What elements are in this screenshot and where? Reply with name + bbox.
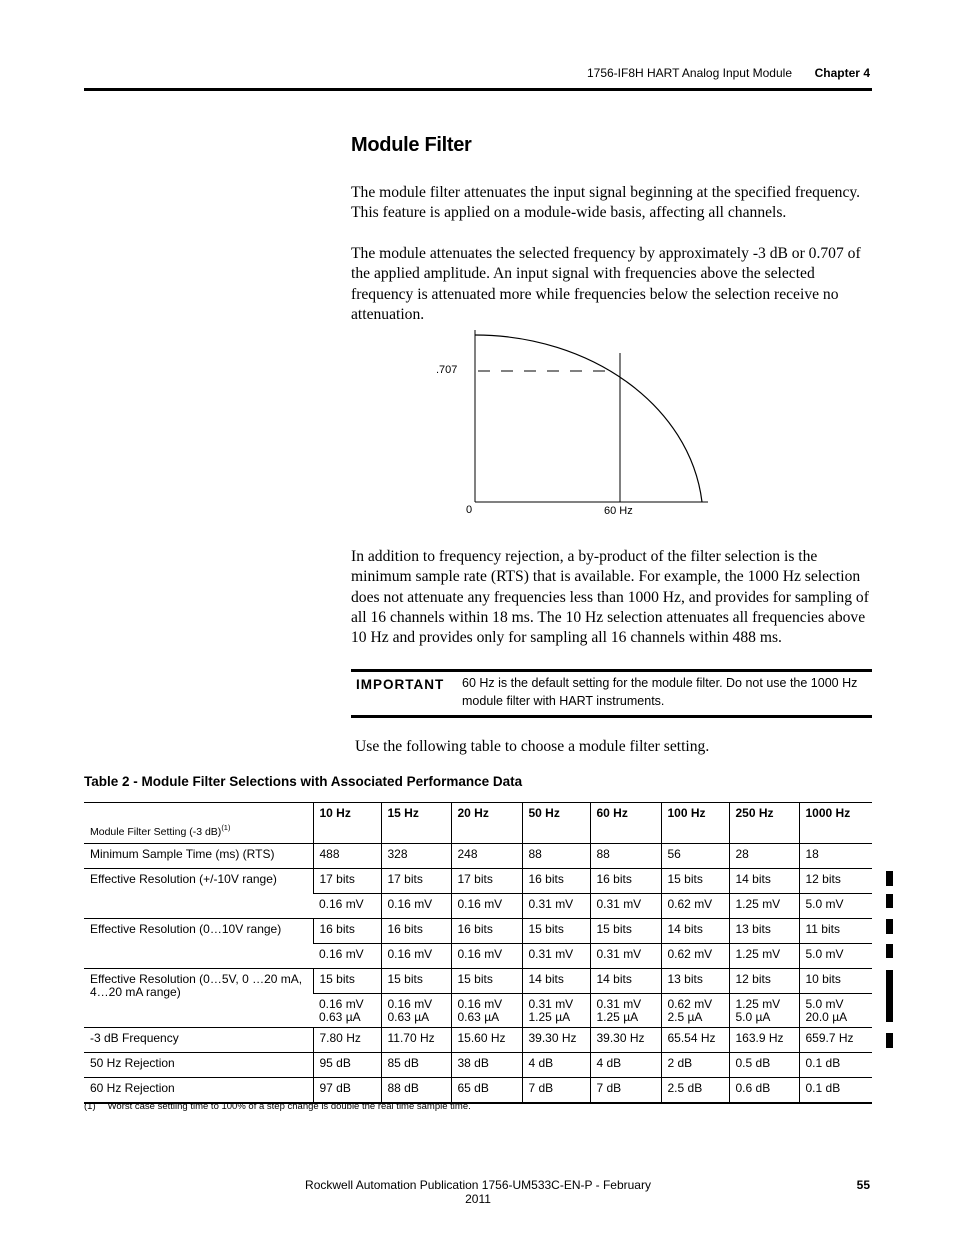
table-cell — [729, 869, 799, 894]
table-cell — [451, 894, 522, 919]
table-cell — [522, 1078, 590, 1104]
cell-value: 28 — [735, 847, 749, 861]
header-20hz: 20 Hz — [451, 803, 522, 844]
cell-value: 2 dB — [667, 1056, 693, 1070]
table-cell — [729, 844, 799, 869]
table-cell — [381, 894, 451, 919]
table-cell — [799, 1028, 872, 1053]
cell-value: 0.62 mV — [667, 997, 713, 1011]
page-number: 55 — [856, 1178, 870, 1192]
table-cell — [661, 969, 729, 994]
footnote-text: Worst case settling time to 100% of a step change is double the real time sample time. — [107, 1101, 471, 1112]
table-cell — [799, 994, 872, 1028]
row-label: Effective Resolution (+/-10V range) — [84, 869, 313, 919]
table-row — [84, 1053, 872, 1078]
header-250hz: 250 Hz — [729, 803, 799, 844]
cell-value: 2.5 dB — [667, 1081, 703, 1095]
cell-value: 659.7 Hz — [805, 1031, 854, 1045]
table-cell — [381, 869, 451, 894]
table-cell — [522, 919, 590, 944]
table-cell — [381, 1053, 451, 1078]
table-cell — [522, 1028, 590, 1053]
cell-value: 0.16 mV — [319, 947, 364, 961]
table-cell — [522, 944, 590, 969]
cell-value: 15 bits — [596, 922, 632, 936]
cell-value: 15 bits — [387, 972, 423, 986]
cell-value: 0.16 mV — [457, 997, 503, 1011]
table-cell — [313, 944, 381, 969]
table-cell — [661, 869, 729, 894]
table-cell — [590, 919, 661, 944]
header-60hz: 60 Hz — [590, 803, 661, 844]
cell-value: 4 dB — [528, 1056, 554, 1070]
cell-value: 0.31 mV — [596, 997, 642, 1011]
cell-value: 15 bits — [528, 922, 564, 936]
row-label: Minimum Sample Time (ms) (RTS) — [84, 844, 313, 869]
cell-value: 12 bits — [805, 872, 841, 886]
table-row — [84, 919, 872, 944]
cell-value: 97 dB — [319, 1081, 351, 1095]
cell-value: 17 bits — [319, 872, 355, 886]
cell-value: 1.25 mV — [735, 897, 781, 911]
table-cell — [381, 1028, 451, 1053]
cell-value: 14 bits — [667, 922, 703, 936]
cell-value: 0.31 mV — [528, 897, 574, 911]
table-caption: Table 2 - Module Filter Selections with Associated Performance Data — [84, 774, 523, 789]
cell-value: 20.0 µA — [805, 1010, 848, 1024]
change-bar — [886, 1033, 893, 1048]
table-cell — [661, 994, 729, 1028]
table-cell — [799, 894, 872, 919]
table-cell — [313, 1028, 381, 1053]
cell-value: 16 bits — [387, 922, 423, 936]
cell-value: 488 — [319, 847, 340, 861]
table-cell — [729, 894, 799, 919]
cell-value: 0.31 mV — [528, 997, 574, 1011]
table-row — [84, 869, 872, 894]
table-header-row — [84, 803, 872, 844]
table-cell — [799, 869, 872, 894]
table-footnote — [84, 1101, 471, 1112]
table-cell — [799, 1053, 872, 1078]
cell-value: 14 bits — [528, 972, 564, 986]
important-label: IMPORTANT — [356, 677, 445, 692]
cell-value: 0.16 mV — [387, 997, 433, 1011]
cell-value: 0.1 dB — [805, 1081, 841, 1095]
table-cell — [313, 1053, 381, 1078]
table-cell — [661, 919, 729, 944]
table-row — [84, 1078, 872, 1104]
table-cell — [381, 844, 451, 869]
cell-value: 163.9 Hz — [735, 1031, 784, 1045]
x-label-60hz: 60 Hz — [604, 505, 633, 517]
row-label: 50 Hz Rejection — [84, 1053, 313, 1078]
cell-value: 0.16 mV — [387, 897, 433, 911]
row-label: Effective Resolution (0…10V range) — [84, 919, 313, 969]
table-cell — [313, 1078, 381, 1104]
header-100hz: 100 Hz — [661, 803, 729, 844]
paragraph-2: The module attenuates the selected frequency by approximately -3 dB or 0.707 of the applied amplitude. An input signal with frequencies above the selected frequency is attenuated more while frequencies below the selection receive no attenuation. — [351, 245, 861, 323]
change-bar — [886, 919, 893, 934]
table-cell — [451, 994, 522, 1028]
footnote-ref: (1) — [221, 823, 231, 832]
cell-value: 85 dB — [387, 1056, 419, 1070]
cell-value: 88 dB — [387, 1081, 419, 1095]
row-label: 60 Hz Rejection — [84, 1078, 313, 1104]
table-cell — [590, 1028, 661, 1053]
cell-value: 1.25 mV — [735, 997, 781, 1011]
cell-value: 5.0 mV — [805, 897, 844, 911]
table-row — [84, 1028, 872, 1053]
cell-value: 11.70 Hz — [387, 1031, 435, 1045]
table-cell — [661, 1078, 729, 1104]
cell-value: 14 bits — [735, 872, 771, 886]
table-cell — [381, 944, 451, 969]
cell-value: 65 dB — [457, 1081, 489, 1095]
important-top-rule — [351, 669, 872, 672]
table-cell — [381, 994, 451, 1028]
table-cell — [381, 969, 451, 994]
cell-value: 0.63 µA — [457, 1010, 500, 1024]
cell-value: 4 dB — [596, 1056, 622, 1070]
table-cell — [799, 944, 872, 969]
table-cell — [451, 1078, 522, 1104]
cell-value: 13 bits — [667, 972, 703, 986]
cell-value: 0.1 dB — [805, 1056, 841, 1070]
cell-value: 38 dB — [457, 1056, 489, 1070]
table-cell — [799, 969, 872, 994]
table-cell — [799, 919, 872, 944]
important-bottom-rule — [351, 715, 872, 718]
table-cell — [522, 894, 590, 919]
table-cell — [729, 1028, 799, 1053]
table-cell — [661, 1028, 729, 1053]
cell-value: 39.30 Hz — [596, 1031, 645, 1045]
table-cell — [451, 869, 522, 894]
header-filter-setting: Module Filter Setting (-3 dB)$^{(1)}$ — [84, 803, 313, 844]
table-cell — [661, 944, 729, 969]
table-cell — [729, 944, 799, 969]
cell-value: 0.16 mV — [319, 997, 364, 1011]
cell-value: 65.54 Hz — [667, 1031, 716, 1045]
cell-value: 0.6 dB — [735, 1081, 771, 1095]
module-filter-table — [84, 802, 872, 1104]
table-cell — [522, 969, 590, 994]
cell-value: 0.16 mV — [387, 947, 433, 961]
section-heading: Module Filter — [351, 134, 472, 156]
table-cell — [313, 844, 381, 869]
filter-response-figure — [420, 320, 720, 520]
cell-value: 328 — [387, 847, 408, 861]
table-cell — [590, 969, 661, 994]
cell-value: 0.5 dB — [735, 1056, 771, 1070]
cell-value: 1.25 µA — [596, 1010, 639, 1024]
table-cell — [729, 994, 799, 1028]
cell-value: 16 bits — [319, 922, 355, 936]
footnote-mark: (1) — [84, 1101, 96, 1112]
table-cell — [590, 1053, 661, 1078]
table-cell — [729, 1078, 799, 1104]
table-cell — [451, 1028, 522, 1053]
table-cell — [590, 844, 661, 869]
cell-value: 14 bits — [596, 972, 632, 986]
change-bar — [886, 944, 893, 958]
cell-value: 7 dB — [596, 1081, 622, 1095]
header-1000hz: 1000 Hz — [799, 803, 872, 844]
cell-value: 18 — [805, 847, 819, 861]
cell-value: 11 bits — [805, 922, 840, 936]
cell-value: 10 bits — [805, 972, 841, 986]
cell-value: 56 — [667, 847, 681, 861]
table-cell — [451, 844, 522, 869]
table-row — [84, 844, 872, 869]
cell-value: 5.0 µA — [735, 1010, 771, 1024]
cell-value: 0.63 µA — [387, 1010, 430, 1024]
cell-value: 0.62 mV — [667, 947, 713, 961]
cell-value: 17 bits — [387, 872, 423, 886]
y-label-707: .707 — [436, 364, 458, 376]
table-cell — [590, 944, 661, 969]
running-header-chapter: Chapter 4 — [814, 66, 870, 80]
table-cell — [522, 1053, 590, 1078]
cell-value: 0.62 mV — [667, 897, 713, 911]
table-cell — [522, 844, 590, 869]
important-text: 60 Hz is the default setting for the module filter. Do not use the 1000 Hz module filter with HART instruments. — [462, 676, 858, 708]
table-cell — [522, 869, 590, 894]
change-bar — [886, 970, 893, 1022]
table-cell — [451, 944, 522, 969]
change-bar — [886, 894, 893, 908]
table-cell — [313, 894, 381, 919]
cell-value: 17 bits — [457, 872, 493, 886]
table-cell — [729, 1053, 799, 1078]
cell-value: 0.31 mV — [596, 897, 642, 911]
cell-value: 95 dB — [319, 1056, 351, 1070]
cell-value: 15 bits — [457, 972, 493, 986]
cell-value: 13 bits — [735, 922, 771, 936]
cell-value: 15 bits — [667, 872, 703, 886]
paragraph-4: Use the following table to choose a module filter setting. — [355, 738, 710, 755]
table-cell — [381, 1078, 451, 1104]
header-50hz: 50 Hz — [522, 803, 590, 844]
paragraph-3: In addition to frequency rejection, a by-product of the filter selection is the minimum sample rate (RTS) that is available. For example, the 1000 Hz selection does not attenuate any frequencies less than 1000 Hz, and provides for sampling of all 16 channels within 18 ms. The 10 Hz selection attenuates all frequencies above 10 Hz and provides only for sampling all 16 channels within 488 ms. — [351, 548, 869, 647]
table-cell — [590, 894, 661, 919]
table-cell — [451, 919, 522, 944]
cell-value: 88 — [528, 847, 542, 861]
cell-value: 15.60 Hz — [457, 1031, 506, 1045]
table-cell — [313, 969, 381, 994]
table-cell — [799, 844, 872, 869]
attenuation-curve — [475, 335, 702, 502]
table-cell — [451, 1053, 522, 1078]
row-label: Effective Resolution (0…5V, 0 …20 mA, 4…20 mA range) — [84, 969, 313, 1028]
cell-value: 1.25 µA — [528, 1010, 571, 1024]
footer-publication: Rockwell Automation Publication 1756-UM533C-EN-P - February 2011 — [305, 1178, 651, 1206]
cell-value: 5.0 mV — [805, 947, 844, 961]
table-cell — [590, 1078, 661, 1104]
header-15hz: 15 Hz — [381, 803, 451, 844]
table-cell — [313, 994, 381, 1028]
cell-value: 1.25 mV — [735, 947, 781, 961]
table-cell — [590, 869, 661, 894]
change-bar — [886, 871, 893, 886]
table-cell — [313, 919, 381, 944]
cell-value: 7.80 Hz — [319, 1031, 361, 1045]
origin-label: 0 — [466, 504, 473, 516]
table-cell — [661, 894, 729, 919]
cell-value: 0.63 µA — [319, 1010, 361, 1024]
table-cell — [313, 869, 381, 894]
table-cell — [590, 994, 661, 1028]
cell-value: 2.5 µA — [667, 1010, 703, 1024]
cell-value: 39.30 Hz — [528, 1031, 577, 1045]
table-cell — [729, 969, 799, 994]
cell-value: 0.16 mV — [319, 897, 364, 911]
header-10hz: 10 Hz — [313, 803, 381, 844]
table-cell — [661, 1053, 729, 1078]
header-rule — [84, 88, 872, 91]
running-header-title: 1756-IF8H HART Analog Input Module — [586, 66, 792, 80]
cell-value: 15 bits — [319, 972, 355, 986]
table-cell — [799, 1078, 872, 1104]
cell-value: 16 bits — [596, 872, 632, 886]
paragraph-1: The module filter attenuates the input signal beginning at the specified frequency. This feature is applied on a module-wide basis, affecting all channels. — [351, 184, 861, 222]
cell-value: 12 bits — [735, 972, 771, 986]
table-cell — [451, 969, 522, 994]
cell-value: 7 dB — [528, 1081, 554, 1095]
row-label: -3 dB Frequency — [84, 1028, 313, 1053]
cell-value: 88 — [596, 847, 610, 861]
table-cell — [661, 844, 729, 869]
cell-value: 0.16 mV — [457, 897, 503, 911]
cell-value: 5.0 mV — [805, 997, 844, 1011]
cell-value: 16 bits — [457, 922, 493, 936]
cell-value: 16 bits — [528, 872, 564, 886]
table-row — [84, 969, 872, 994]
cell-value: 0.31 mV — [596, 947, 642, 961]
cell-value: 0.31 mV — [528, 947, 574, 961]
table-cell — [522, 994, 590, 1028]
table-cell — [381, 919, 451, 944]
cell-value: 0.16 mV — [457, 947, 503, 961]
cell-value: 248 — [457, 847, 478, 861]
table-cell — [729, 919, 799, 944]
